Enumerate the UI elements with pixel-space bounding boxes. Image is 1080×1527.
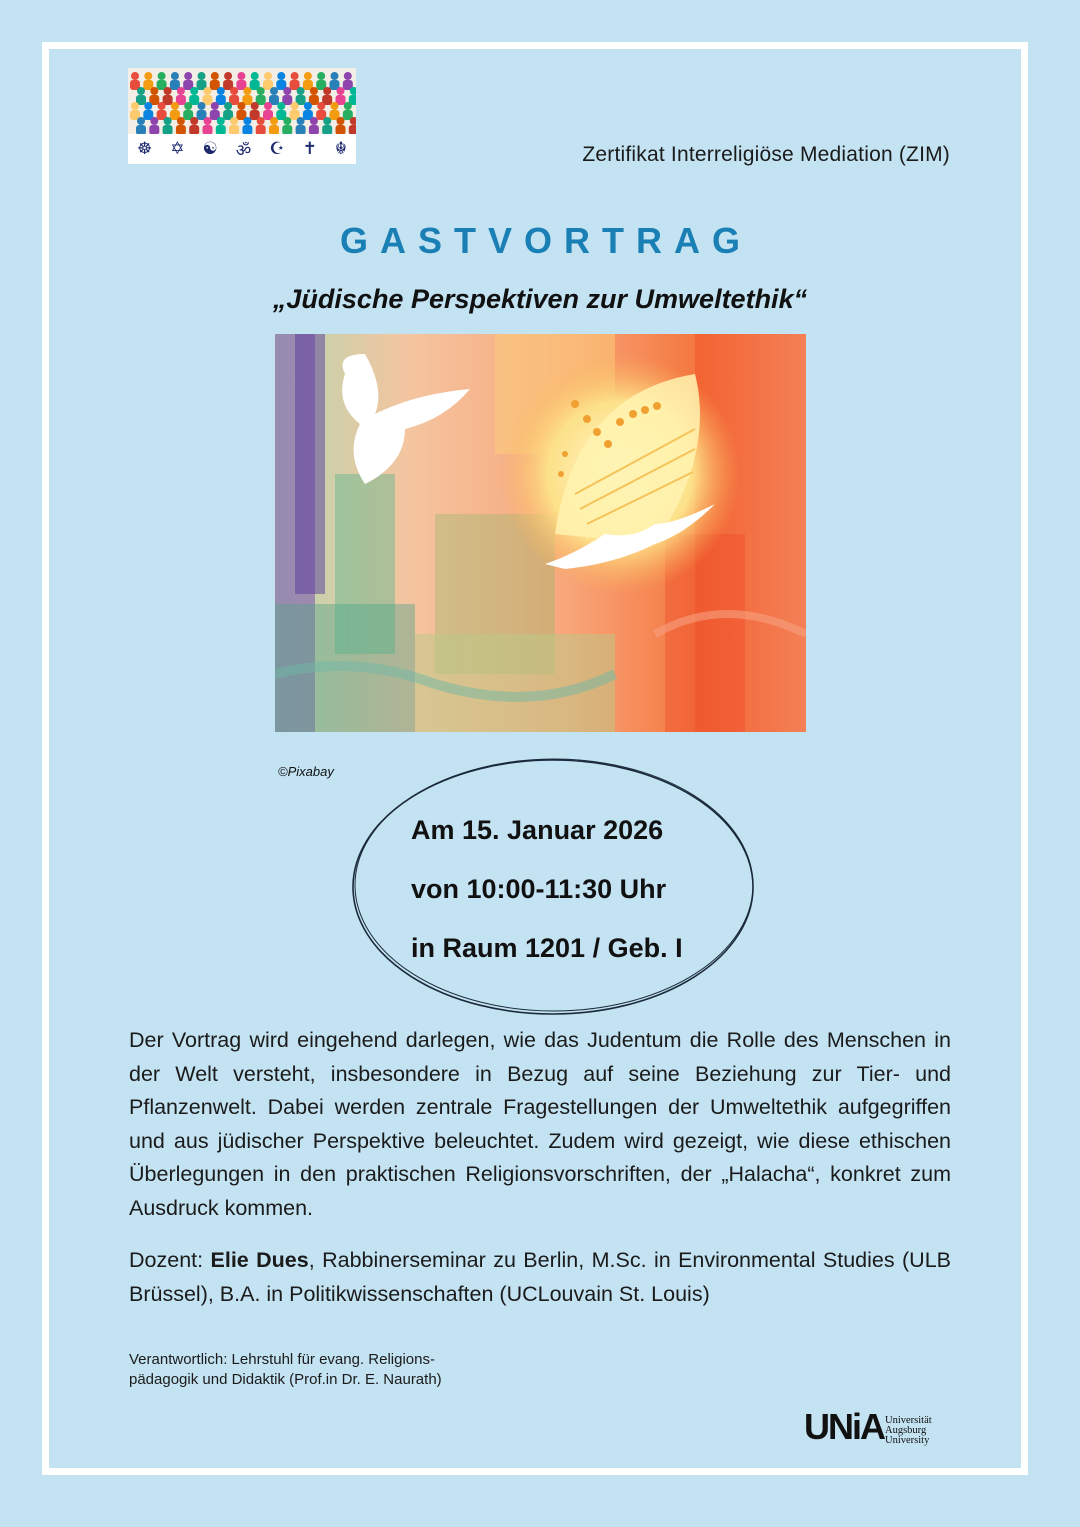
religion-symbol-icon: ✝ xyxy=(302,139,317,159)
university-line-1: Universität xyxy=(885,1415,932,1426)
crowd-illustration xyxy=(128,68,356,134)
lecturer-name: Elie Dues xyxy=(210,1248,309,1272)
program-title: Zertifikat Interreligiöse Mediation (ZIM) xyxy=(582,143,950,166)
lecture-subtitle: „Jüdische Perspektiven zur Umweltethik“ xyxy=(272,284,808,314)
university-mark: UNiA xyxy=(804,1406,884,1447)
page-title: GASTVORTRAG xyxy=(339,220,752,261)
responsible-line-2: pädagogik und Didaktik (Prof.in Dr. E. Naurath) xyxy=(129,1371,442,1388)
zim-logo xyxy=(128,68,356,164)
event-date: Am 15. Januar 2026 xyxy=(411,815,664,845)
religion-symbols xyxy=(128,134,356,164)
artwork-image xyxy=(275,334,806,732)
event-room: in Raum 1201 / Geb. I xyxy=(411,933,683,963)
responsible-line-1: Verantwortlich: Lehrstuhl für evang. Religions- xyxy=(129,1351,435,1368)
event-time: von 10:00-11:30 Uhr xyxy=(411,874,667,904)
religion-symbol-icon: ☪ xyxy=(269,139,285,159)
lecturer-info xyxy=(129,1244,951,1311)
image-credit: ©Pixabay xyxy=(278,764,334,779)
lecturer-details: , Rabbinerseminar zu Berlin, M.Sc. in Environmental Studies (ULB Brüssel), B.A. in Politikwissenschaften (UCLouvain St. Louis) xyxy=(129,1248,952,1306)
responsible-note xyxy=(129,1350,549,1390)
lecture-description: Der Vortrag wird eingehend darlegen, wie das Judentum die Rolle des Menschen in der Welt versteht, insbesondere in Bezug auf seine Beziehung zur Tier- und Pflanzenwelt. Dabei werden zentrale Fragestellungen der Umweltethik aufgegriffen und aus jüdischer Perspektive beleuchtet. Zudem wird gezeigt, wie diese ethischen Überlegungen in den praktischen Religionsvorschriften, der „Halacha“, konkret zum Ausdruck kommen. xyxy=(129,1028,951,1220)
religion-symbol-icon: ☬ xyxy=(334,139,347,159)
university-line-2: Augsburg xyxy=(885,1425,927,1436)
lecturer-prefix: Dozent: xyxy=(129,1248,211,1272)
university-name xyxy=(885,1416,932,1446)
university-logo xyxy=(804,1404,954,1452)
religion-symbol-icon: ✡ xyxy=(170,139,185,159)
religion-symbol-icon: ☸ xyxy=(137,139,153,159)
university-line-3: University xyxy=(885,1435,930,1446)
religion-symbol-icon: ☯ xyxy=(202,139,218,159)
religion-symbol-icon: ॐ xyxy=(235,140,252,161)
